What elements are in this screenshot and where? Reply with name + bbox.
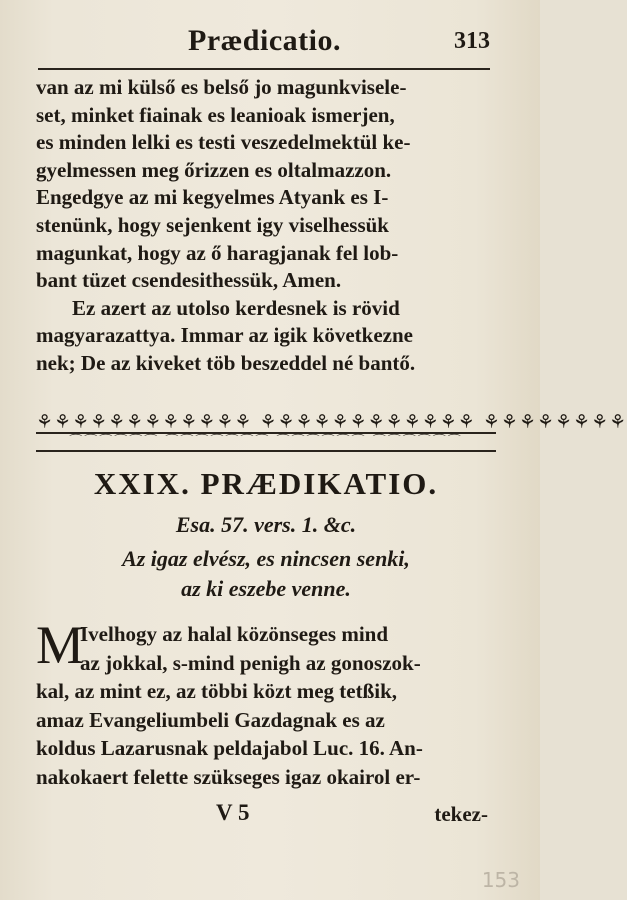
- ornament-fleuron-row: ⚘⚘⚘⚘⚘⚘⚘⚘⚘⚘⚘⚘ ⚘⚘⚘⚘⚘⚘⚘⚘⚘⚘⚘⚘ ⚘⚘⚘⚘⚘⚘⚘⚘: [36, 411, 627, 433]
- text-line: magunkat, hogy az ő haragjanak fel lob-: [36, 240, 399, 265]
- page-header: [38, 22, 498, 58]
- text-line: stenünk, hogy sejenkent igy viselhessük: [36, 212, 389, 237]
- text-line: nek; De az kiveket töb beszeddel né bantő.: [36, 350, 416, 375]
- text-line: magyarazattya. Immar az igik következne: [36, 323, 413, 348]
- sermon-heading: XXIX. PRÆDIKATIO.: [93, 466, 439, 501]
- drop-capital: M: [36, 615, 85, 675]
- sermon-opening-paragraph: [36, 615, 496, 791]
- page-footer: [36, 800, 496, 830]
- scripture-reference: Esa. 57. vers. 1. &c.: [175, 512, 357, 537]
- signature-mark: V 5: [216, 800, 250, 825]
- text-line: nakokaert felette szükseges igaz okairol er-: [36, 764, 421, 789]
- text-line: bant tüzet csendesithessük, Amen.: [36, 268, 342, 293]
- ornamental-border: [36, 410, 627, 454]
- text-line: van az mi külső es belső jo magunkvisele-: [36, 75, 407, 99]
- header-rule: [38, 68, 490, 70]
- catchword: tekez-: [434, 802, 488, 826]
- text-line: kal, az mint ez, az többi közt meg tetßik,: [36, 679, 398, 703]
- pencil-annotation: 153: [481, 868, 520, 892]
- text-line: Engedgye az mi kegyelmes Atyank es I-: [36, 185, 389, 210]
- page-number: 313: [454, 28, 490, 54]
- text-line: koldus Lazarusnak peldajabol Luc. 16. An-: [36, 736, 423, 760]
- scripture-quote-line1: Az igaz elvész, es nincsen senki,: [122, 546, 410, 571]
- text-line: set, minket fiainak es leanioak ismerjen,: [36, 102, 395, 127]
- text-line: amaz Evangeliumbeli Gazdagnak es az: [36, 707, 385, 732]
- text-line: es minden lelki es testi veszedelmektül ke-: [36, 130, 411, 155]
- running-title: Prædicatio.: [188, 24, 341, 57]
- text-line: Ivelhogy az halal közönseges mind: [80, 622, 389, 646]
- scripture-quote-line2: az ki eszebe venne.: [181, 576, 351, 601]
- ornament-rule-row: ⌒⌒⌒⌒⌒⌒ ⌒⌒⌒⌒⌒⌒⌒ ⌒⌒⌒⌒⌒⌒ ⌒⌒⌒⌒⌒⌒: [36, 432, 496, 452]
- text-line: Ez azert az utolso kerdesnek is rövid: [72, 295, 400, 320]
- text-line: gyelmessen meg őrizzen es oltalmazzon.: [36, 157, 392, 182]
- body-text: [36, 74, 496, 378]
- text-line: az jokkal, s-mind penigh az gonoszok-: [80, 650, 421, 675]
